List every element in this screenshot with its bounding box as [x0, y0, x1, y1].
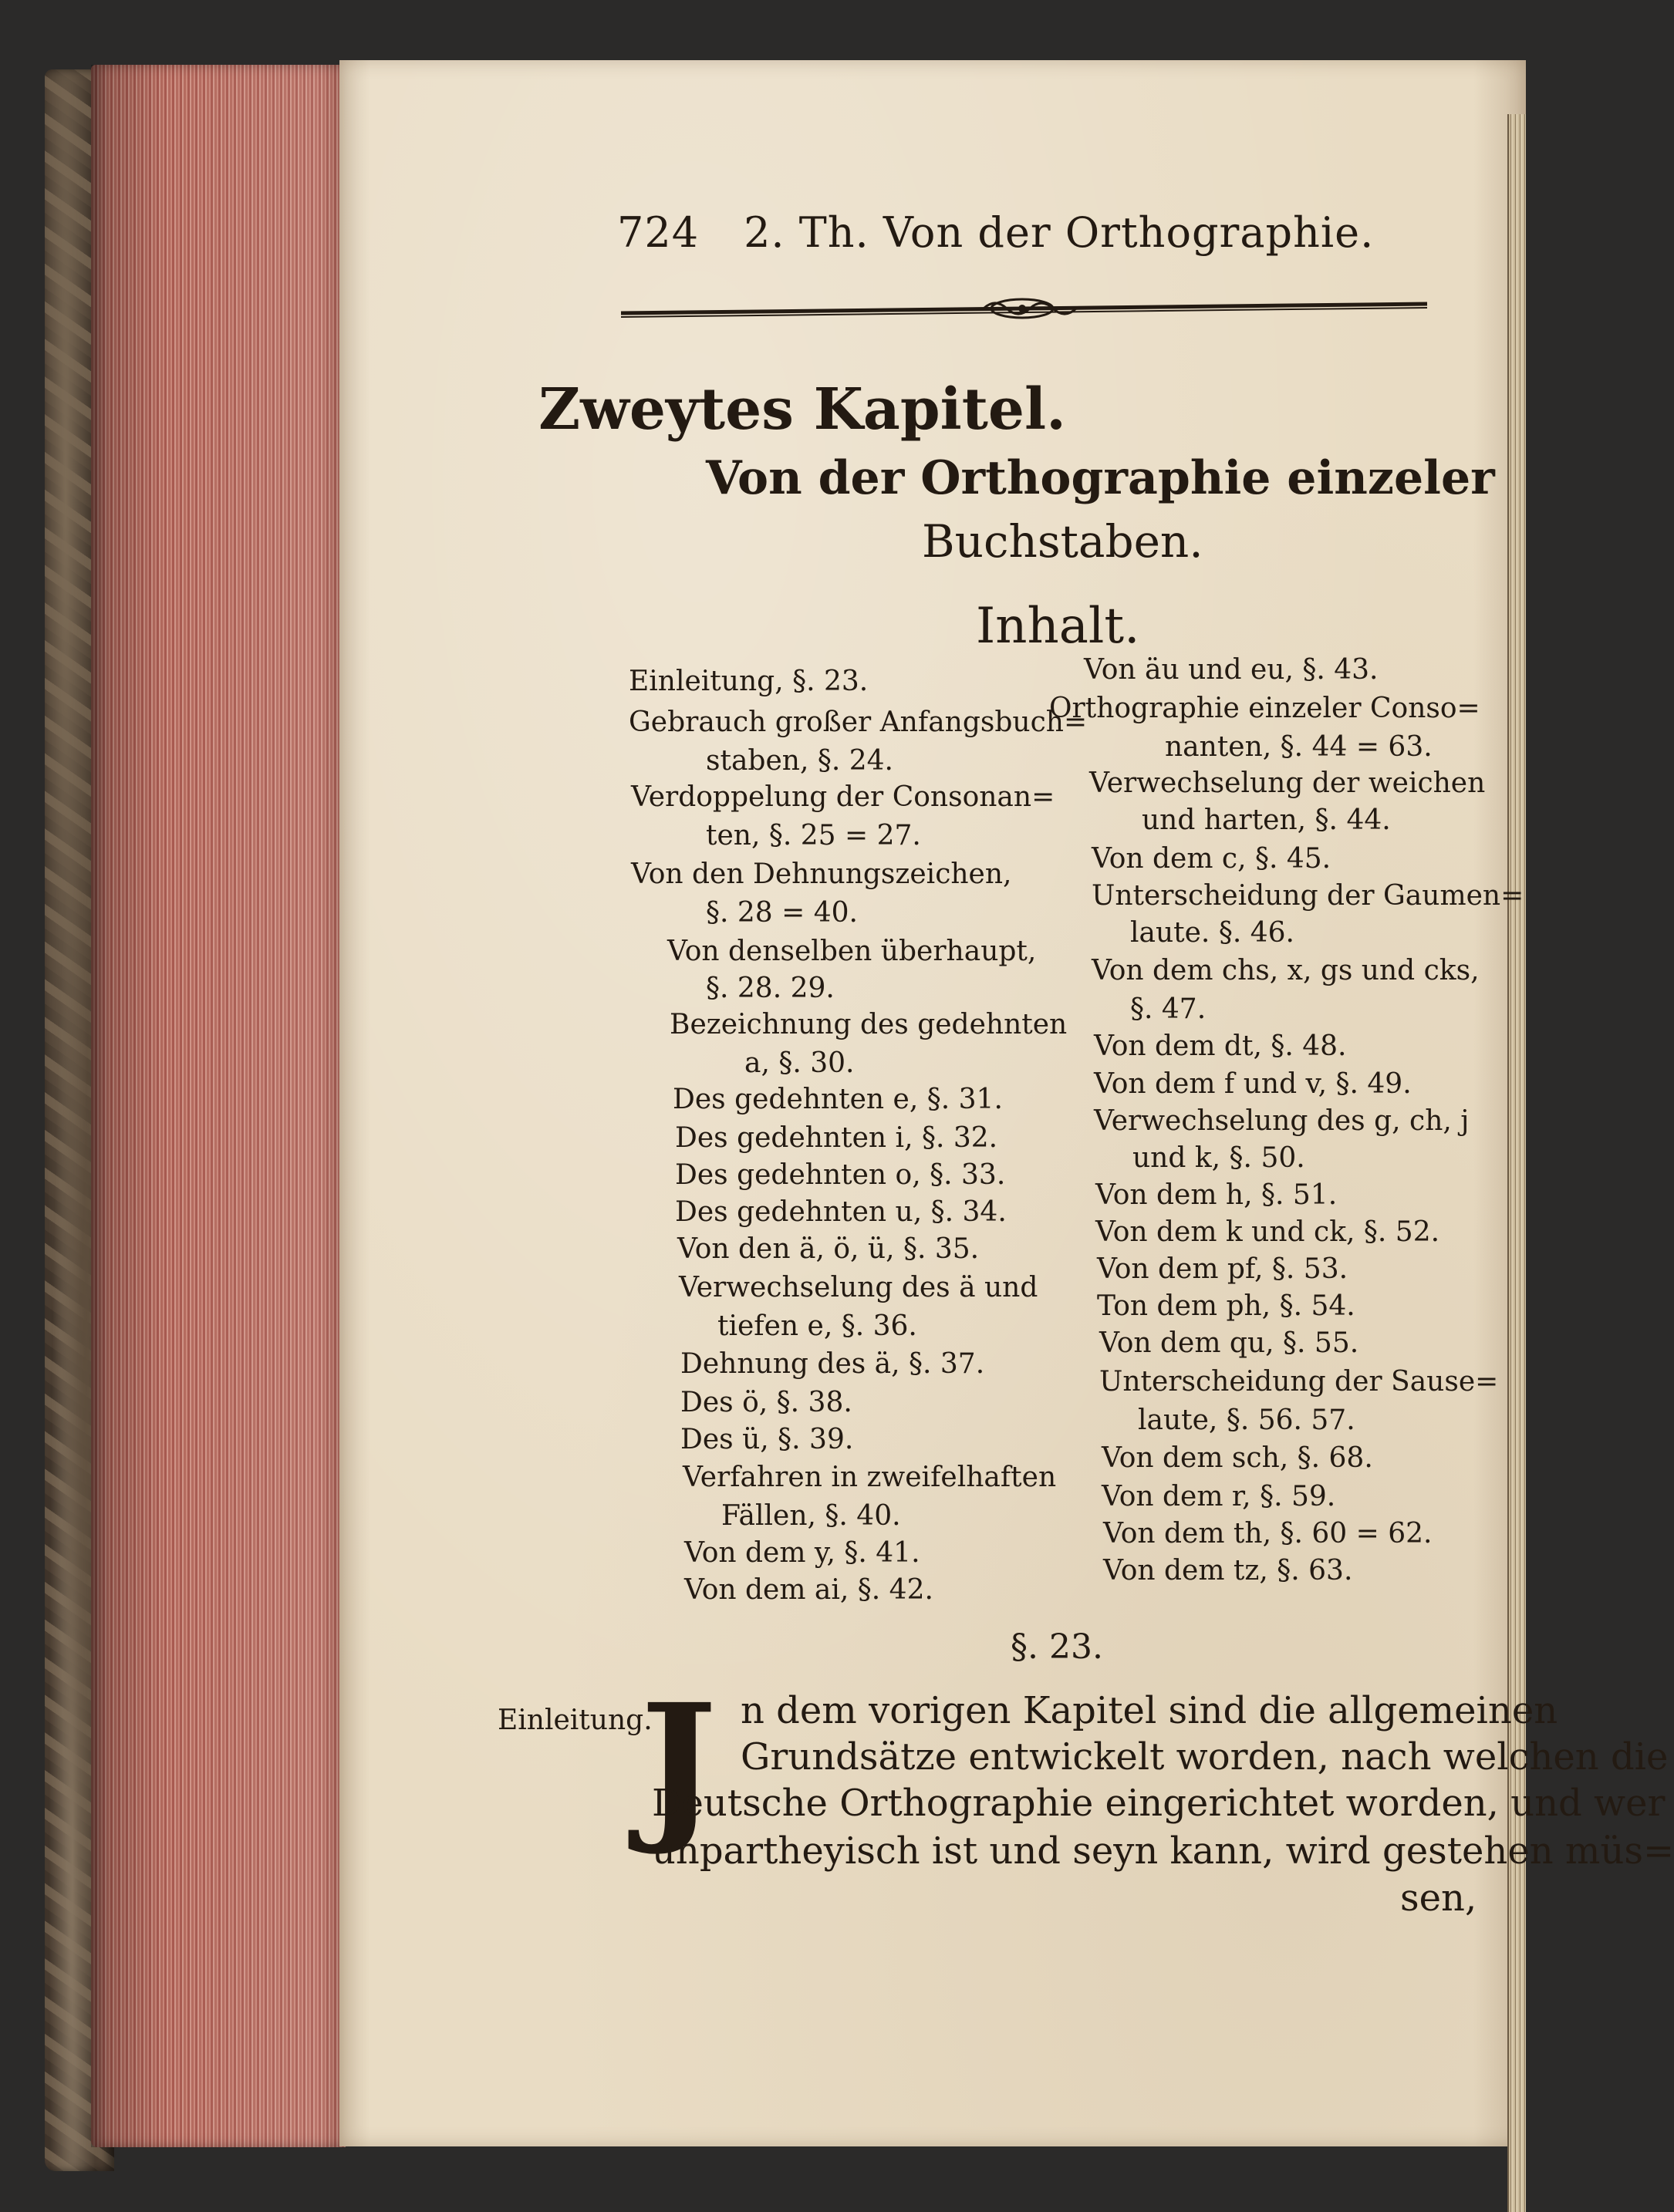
toc-entry: Des gedehnten e, §. 31.: [673, 1084, 1003, 1115]
toc-entry: Von denselben überhaupt,: [667, 936, 1037, 967]
toc-entry: Von dem c, §. 45.: [1092, 843, 1331, 875]
toc-entry: Des ö, §. 38.: [680, 1387, 852, 1418]
toc-entry: Von äu und eu, §. 43.: [1084, 654, 1379, 686]
page-number: 724: [617, 208, 700, 257]
body-line: unpartheyisch ist und seyn kann, wird gestehen müs=: [652, 1829, 1674, 1873]
toc-entry: Gebrauch großer Anfangsbuch=: [629, 706, 1088, 738]
toc-entry: Des gedehnten u, §. 34.: [675, 1196, 1007, 1228]
chapter-subtitle-line2: Buchstaben.: [922, 515, 1203, 568]
running-head-title: 2. Th. Von der Orthographie.: [744, 208, 1375, 257]
body-line: Grundsätze entwickelt worden, nach welchen die: [741, 1735, 1669, 1779]
toc-entry: Unterscheidung der Sause=: [1099, 1366, 1499, 1398]
contents-heading: Inhalt.: [976, 598, 1140, 655]
toc-entry: Dehnung des ä, §. 37.: [680, 1348, 985, 1380]
toc-entry: und k, §. 50.: [1132, 1142, 1305, 1174]
toc-entry: a, §. 30.: [744, 1047, 855, 1079]
toc-entry: staben, §. 24.: [706, 745, 893, 777]
toc-entry: Bezeichnung des gedehnten: [670, 1009, 1068, 1040]
toc-entry: Verfahren in zweifelhaften: [683, 1462, 1057, 1493]
running-head: [617, 208, 1374, 257]
toc-entry: Verwechselung des g, ch, j: [1094, 1105, 1470, 1137]
toc-entry: Von dem r, §. 59.: [1102, 1481, 1336, 1512]
toc-entry: Unterscheidung der Gaumen=: [1092, 880, 1524, 912]
toc-entry: §. 28 = 40.: [706, 897, 858, 929]
ornamental-rule: [621, 293, 1427, 324]
toc-entry: Von dem th, §. 60 = 62.: [1103, 1518, 1433, 1549]
toc-entry: Des ü, §. 39.: [680, 1424, 854, 1455]
body-line: sen,: [1400, 1876, 1477, 1920]
toc-entry: laute. §. 46.: [1130, 917, 1294, 949]
toc-entry: tiefen e, §. 36.: [717, 1310, 917, 1342]
toc-entry: Von dem h, §. 51.: [1095, 1179, 1338, 1211]
body-line: n dem vorigen Kapitel sind die allgemeinen: [741, 1689, 1558, 1732]
toc-entry: Von dem dt, §. 48.: [1094, 1030, 1347, 1062]
toc-entry: Von dem ai, §. 42.: [684, 1574, 933, 1606]
toc-entry: §. 28. 29.: [706, 973, 835, 1004]
toc-entry: nanten, §. 44 = 63.: [1165, 731, 1433, 763]
toc-entry: Fällen, §. 40.: [721, 1500, 901, 1532]
toc-entry: Einleitung, §. 23.: [629, 666, 869, 697]
section-number: §. 23.: [1011, 1627, 1103, 1667]
toc-entry: Von dem qu, §. 55.: [1099, 1327, 1359, 1359]
toc-entry: laute, §. 56. 57.: [1138, 1404, 1355, 1436]
body-line: Deutsche Orthographie eingerichtet worden, und wer: [652, 1782, 1666, 1825]
toc-entry: und harten, §. 44.: [1142, 804, 1391, 836]
toc-entry: Von dem f und v, §. 49.: [1094, 1068, 1412, 1100]
toc-entry: Von dem sch, §. 68.: [1102, 1442, 1373, 1474]
toc-entry: Von dem pf, §. 53.: [1097, 1253, 1348, 1285]
toc-entry: Verdoppelung der Consonan=: [631, 781, 1055, 813]
drop-initial: J: [640, 1668, 717, 1859]
toc-entry: ten, §. 25 = 27.: [706, 820, 921, 851]
toc-entry: Des gedehnten i, §. 32.: [675, 1122, 998, 1154]
toc-entry: Orthographie einzeler Conso=: [1049, 693, 1480, 724]
toc-entry: Ton dem ph, §. 54.: [1097, 1290, 1355, 1322]
toc-entry: Von dem chs, x, gs und cks,: [1092, 955, 1480, 986]
toc-entry: Von den ä, ö, ü, §. 35.: [677, 1233, 980, 1265]
chapter-title: Zweytes Kapitel.: [538, 376, 1066, 443]
toc-entry: Von dem tz, §. 63.: [1103, 1555, 1353, 1587]
toc-entry: Verwechselung des ä und: [679, 1272, 1038, 1303]
toc-entry: Verwechselung der weichen: [1089, 767, 1486, 799]
toc-entry: Von den Dehnungszeichen,: [631, 858, 1012, 890]
toc-entry: Des gedehnten o, §. 33.: [675, 1159, 1006, 1191]
toc-entry: §. 47.: [1130, 993, 1207, 1025]
chapter-subtitle-line1: Von der Orthographie einzeler: [706, 451, 1495, 505]
toc-entry: Von dem y, §. 41.: [684, 1537, 920, 1569]
toc-entry: Von dem k und ck, §. 52.: [1095, 1216, 1440, 1248]
marginal-note: Einleitung.: [498, 1705, 653, 1736]
